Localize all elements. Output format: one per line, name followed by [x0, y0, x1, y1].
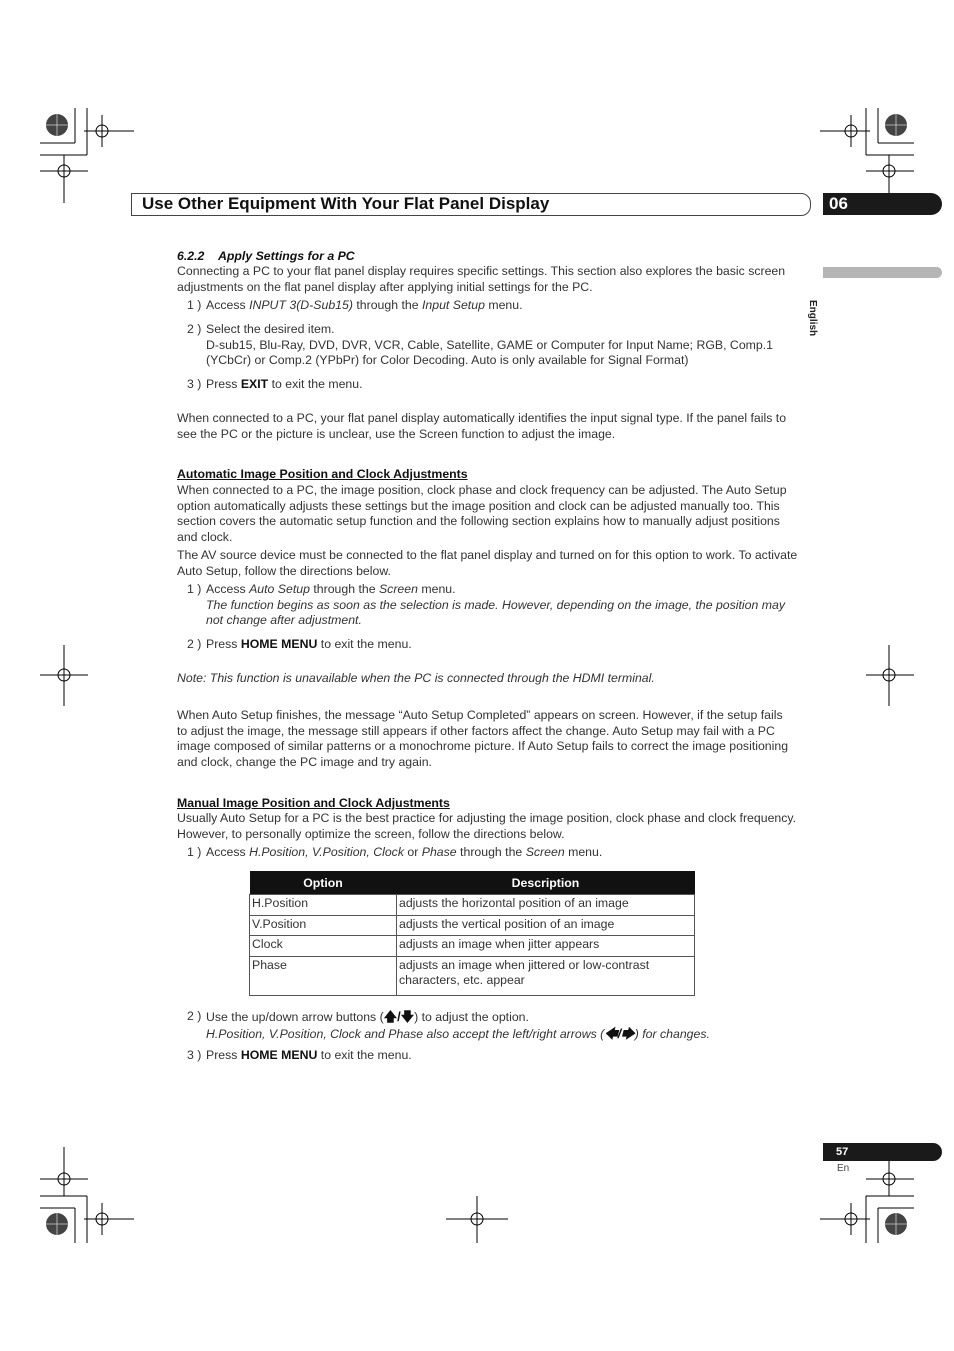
option-cell: Clock — [250, 936, 397, 957]
left-right-arrow-icon: 🡄/🡆 — [604, 1025, 635, 1041]
step-text: Press HOME MENU to exit the menu. — [206, 1048, 412, 1062]
step-text: Access INPUT 3(D-Sub15) through the Input Setup menu. — [206, 298, 523, 312]
section-heading — [177, 249, 355, 263]
step-line: D-sub15, Blu-Ray, DVD, DVR, VCR, Cable, Satellite, GAME or Computer for Input Name; RGB, Comp.1 — [206, 337, 773, 352]
up-down-arrow-icon: 🡅/🡇 — [383, 1009, 415, 1024]
section-intro — [177, 264, 785, 295]
subsection-title-auto: Automatic Image Position and Clock Adjustments — [177, 467, 468, 481]
subsection-title-manual: Manual Image Position and Clock Adjustments — [177, 796, 450, 810]
chapter-number: 06 — [829, 194, 848, 213]
option-cell: Phase — [250, 956, 397, 995]
step-number: 2 ) — [187, 637, 202, 651]
paragraph: When connected to a PC, your flat panel display automatically identifies the input signal type. If the panel fails to see the PC or the picture is unclear, use the Screen function to adjust the image. — [177, 411, 787, 441]
table-row — [250, 956, 695, 995]
step-number: 1 ) — [187, 582, 202, 596]
language-label: English — [807, 300, 818, 337]
note: Note: This function is unavailable when the PC is connected through the HDMI terminal. — [177, 671, 655, 685]
paragraph: The AV source device must be connected to the flat panel display and turned on for this option to work. To activate Auto Setup, follow the directions below. — [177, 548, 798, 578]
description-cell: adjusts the vertical position of an image — [397, 915, 695, 936]
description-cell: adjusts an image when jitter appears — [397, 936, 695, 957]
table-row — [250, 895, 695, 916]
section-number: 6.2.2 — [177, 249, 205, 263]
step-text: Use the up/down arrow buttons (🡅/🡇) to adjust the option. H.Position, V.Position, Clock and Phase also accept the left/right arrows (🡄/🡆) for changes. — [206, 1009, 710, 1041]
step-number: 2 ) — [187, 322, 202, 336]
options-table — [249, 871, 695, 996]
table-row — [250, 915, 695, 936]
table-header-row — [250, 871, 695, 895]
step-number: 3 ) — [187, 377, 202, 391]
step-text — [206, 322, 773, 369]
step-number: 1 ) — [187, 298, 202, 312]
column-header-description: Description — [397, 871, 695, 895]
description-cell: adjusts the horizontal position of an image — [397, 895, 695, 916]
step-line: Select the desired item. — [206, 322, 335, 336]
step-line: (YCbCr) or Comp.2 (YPbPr) for Color Decoding. Auto is only available for Signal Format) — [206, 353, 689, 368]
step-number: 1 ) — [187, 845, 202, 859]
page-language: En — [837, 1163, 850, 1174]
step-text: Press HOME MENU to exit the menu. — [206, 637, 412, 651]
step-number: 3 ) — [187, 1048, 202, 1062]
column-header-option: Option — [250, 871, 397, 895]
step-text: Access Auto Setup through the Screen menu. The function begins as soon as the selection is made. However, depending on the image, the position may not change after adjustment. — [206, 582, 785, 628]
step-text: Press EXIT to exit the menu. — [206, 377, 363, 391]
intro-line: adjustments on the flat panel display after applying initial settings for the PC. — [177, 279, 593, 294]
paragraph: Usually Auto Setup for a PC is the best practice for adjusting the image position, clock phase and clock frequency. However, to personally optimize the screen, follow the directions below. — [177, 811, 797, 841]
step-text: Access H.Position, V.Position, Clock or Phase through the Screen menu. — [206, 845, 603, 859]
step-number: 2 ) — [187, 1009, 202, 1023]
language-tab — [823, 267, 942, 278]
table-row — [250, 936, 695, 957]
option-cell: H.Position — [250, 895, 397, 916]
description-cell: adjusts an image when jittered or low-contrast characters, etc. appear — [397, 956, 695, 995]
section-title: Apply Settings for a PC — [218, 249, 355, 263]
chapter-title: Use Other Equipment With Your Flat Panel Display — [142, 194, 550, 213]
intro-line: Connecting a PC to your flat panel display requires specific settings. This section also explores the basic screen — [177, 264, 786, 278]
page-number: 57 — [836, 1146, 849, 1158]
option-cell: V.Position — [250, 915, 397, 936]
paragraph: When connected to a PC, the image position, clock phase and clock frequency can be adjusted. The Auto Setup option automatically adjusts these settings but the image position and clock can be adjusted manually too. This section covers the automatic setup function and the following section explains how to manually adjust positions and clock. — [177, 483, 787, 544]
paragraph: When Auto Setup finishes, the message “Auto Setup Completed” appears on screen. However, if the setup fails to adjust the image, the message still appears if other factors affect the change. Auto Setup may fail with a PC image composed of similar patterns or a monochrome picture. If Auto Setup fails to correct the image positioning and clock, change the PC image and try again. — [177, 708, 789, 769]
